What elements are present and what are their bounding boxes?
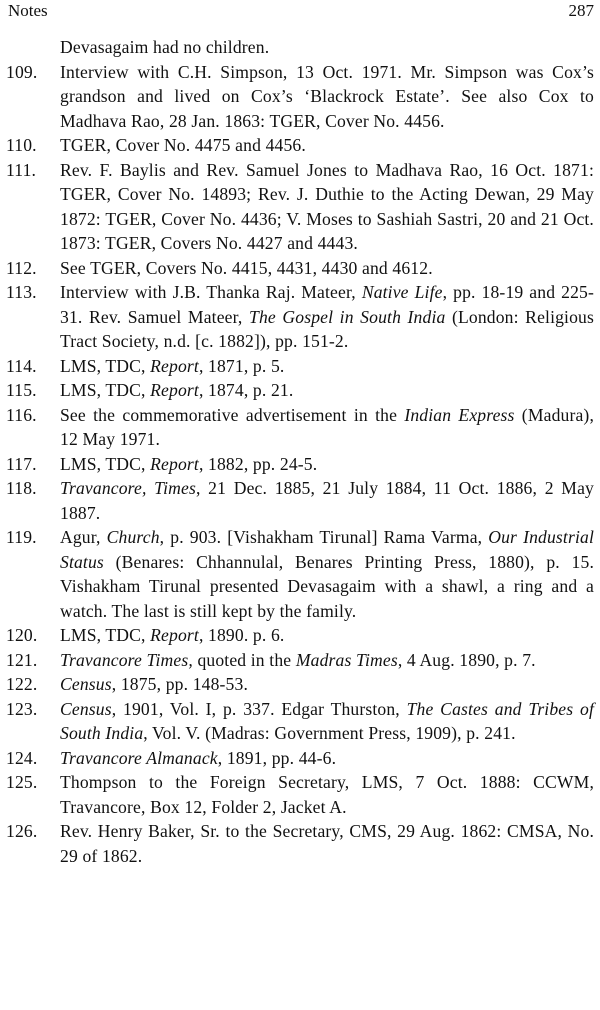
citation-text: Interview with J.B. Thanka Raj. Mateer,: [60, 282, 362, 302]
page-number: 287: [568, 1, 594, 20]
endnote-text: [60, 354, 594, 379]
endnote-text: [60, 819, 594, 868]
citation-text: , 1882, pp. 24-5.: [198, 453, 318, 474]
citation-text: , 1891, pp. 44-6.: [217, 747, 337, 768]
citation-text: , p. 903. [Vishakham Tirunal] Rama Varma,: [159, 527, 489, 547]
italic-title-text: Travancore Times,: [60, 649, 193, 670]
endnote-text: [60, 60, 594, 134]
endnote: [6, 819, 594, 868]
citation-text: (London: Religious Tract Society, n.d. [c. 1882]), pp. 151-2.: [60, 306, 594, 351]
citation-text: (Madura), 12 May 1971.: [60, 404, 594, 449]
citation-text: , 1901, Vol. I, p. 337. Edgar Thurston,: [111, 698, 407, 719]
endnote-text: [60, 256, 594, 281]
endnote-text: [60, 672, 594, 697]
italic-title-text: Report: [150, 625, 199, 645]
italic-title-text: Church: [106, 527, 160, 547]
endnote-text: [60, 525, 594, 623]
citation-text: LMS, TDC,: [60, 453, 151, 474]
endnote: [6, 648, 594, 673]
endnote-number: 112.: [6, 257, 37, 278]
endnote-text: [60, 280, 594, 354]
endnote-number: 118.: [6, 478, 37, 498]
endnote-text: [60, 378, 594, 403]
citation-text: , 21 Dec. 1885, 21 July 1884, 11 Oct. 1886, 2 May 1887.: [60, 478, 594, 523]
endnote-number: 122.: [6, 674, 38, 694]
italic-title-text: Native Life: [361, 282, 443, 302]
citation-text: , 1875, pp. 148-53.: [111, 674, 248, 694]
citation-text: Rev. Henry Baker, Sr. to the Secretary, CMS, 29 Aug. 1862: CMSA, No. 29 of 1862.: [60, 821, 594, 866]
endnote-number: 126.: [6, 821, 38, 841]
endnote: [6, 403, 594, 452]
italic-title-text: Report: [150, 380, 199, 400]
endnote-text: [60, 697, 594, 746]
endnote-text: [60, 770, 594, 819]
endnote-number: 119.: [6, 527, 37, 547]
citation-text: quoted in the: [192, 649, 296, 670]
italic-title-text: The Gospel in South India: [249, 306, 446, 327]
endnotes-list: [6, 35, 594, 868]
endnote-text: [60, 648, 594, 673]
endnote-number: 111.: [6, 159, 37, 180]
citation-text: Devasagaim had no children.: [60, 37, 270, 57]
citation-text: See the commemorative advertisement in the: [60, 404, 405, 425]
endnote-text: [60, 452, 594, 477]
endnote: [6, 133, 594, 158]
endnote: [6, 280, 594, 354]
endnote-text: [60, 35, 594, 60]
citation-text: Interview with C.H. Simpson, 13 Oct. 1971. Mr. Simpson was Cox’s grandson and lived on Cox’s ‘Blackrock Estate’. See also Cox to Madhava Rao, 28 Jan. 1863: TGER, Cover No. 4456.: [60, 61, 594, 131]
citation-text: , Vol. V. (Madras: Government Press, 1909), p. 241.: [143, 723, 516, 743]
italic-title-text: Our Industrial Status: [60, 527, 594, 572]
citation-text: LMS, TDC,: [60, 355, 151, 376]
citation-text: , 4 Aug. 1890, p. 7.: [397, 649, 536, 670]
italic-title-text: Census: [60, 698, 112, 719]
citation-text: , pp. 18-19 and 225-31. Rev. Samuel Mateer,: [60, 282, 594, 327]
endnote-number: 117.: [6, 453, 37, 474]
endnote-number: 114.: [6, 355, 37, 376]
endnote: [6, 158, 594, 256]
endnote-text: [60, 403, 594, 452]
citation-text: , 1890. p. 6.: [198, 625, 285, 645]
italic-title-text: Travancore Almanack: [60, 747, 218, 768]
endnote-number: 123.: [6, 698, 38, 719]
citation-text: , 1874, p. 21.: [198, 380, 294, 400]
citation-text: , 1871, p. 5.: [198, 355, 285, 376]
citation-text: LMS, TDC,: [60, 625, 151, 645]
endnote: [6, 476, 594, 525]
endnote: [6, 452, 594, 477]
endnote-number: 125.: [6, 772, 38, 792]
endnote: [6, 672, 594, 697]
citation-text: (Benares: Chhannulal, Benares Printing Press, 1880), p. 15. Vishakham Tirunal presented Devasagaim with a shawl, a ring and a watch. The last is still kept by the family.: [60, 551, 594, 621]
endnote-number: 113.: [6, 282, 37, 302]
citation-text: Thompson to the Foreign Secretary, LMS, 7 Oct. 1888: CCWM, Travancore, Box 12, Folder 2, Jacket A.: [60, 772, 594, 817]
italic-title-text: Report: [150, 355, 199, 376]
citation-text: LMS, TDC,: [60, 380, 151, 400]
running-head: [8, 0, 594, 22]
endnote: [6, 35, 594, 60]
endnote-number: 110.: [6, 135, 37, 155]
section-title: Notes: [8, 1, 48, 20]
endnote-text: [60, 623, 594, 648]
citation-text: See TGER, Covers No. 4415, 4431, 4430 and 4612.: [60, 257, 433, 278]
endnote: [6, 60, 594, 134]
endnote: [6, 770, 594, 819]
endnote-number: 124.: [6, 747, 38, 768]
endnote-text: [60, 133, 594, 158]
italic-title-text: Indian Express: [404, 404, 515, 425]
italic-title-text: The Castes and Tribes of South India: [60, 698, 594, 743]
endnote: [6, 746, 594, 771]
endnote-number: [6, 35, 60, 60]
citation-text: TGER, Cover No. 4475 and 4456.: [60, 135, 306, 155]
citation-text: Rev. F. Baylis and Rev. Samuel Jones to Madhava Rao, 16 Oct. 1871: TGER, Cover No. 14893; Rev. J. Duthie to the Acting Dewan, 29 May 1872: TGER, Cover No. 4436; V. Moses to Sashiah Sastri, 20 and 21 Oct. 1873: TGER, Covers No. 4427 and 4443.: [60, 159, 594, 253]
citation-text: Agur,: [60, 527, 107, 547]
endnote-text: [60, 158, 594, 256]
endnote-number: 120.: [6, 625, 38, 645]
endnote: [6, 525, 594, 623]
endnote-number: 116.: [6, 404, 37, 425]
italic-title-text: Census: [60, 674, 112, 694]
endnote-text: [60, 476, 594, 525]
italic-title-text: Report: [150, 453, 199, 474]
endnote: [6, 697, 594, 746]
italic-title-text: Travancore, Times: [60, 478, 196, 498]
italic-title-text: Madras Times: [295, 649, 398, 670]
endnote-number: 109.: [6, 61, 38, 82]
endnote: [6, 256, 594, 281]
endnote-number: 121.: [6, 649, 38, 670]
endnote: [6, 378, 594, 403]
endnote-number: 115.: [6, 380, 37, 400]
endnote-text: [60, 746, 594, 771]
endnote: [6, 354, 594, 379]
endnote: [6, 623, 594, 648]
